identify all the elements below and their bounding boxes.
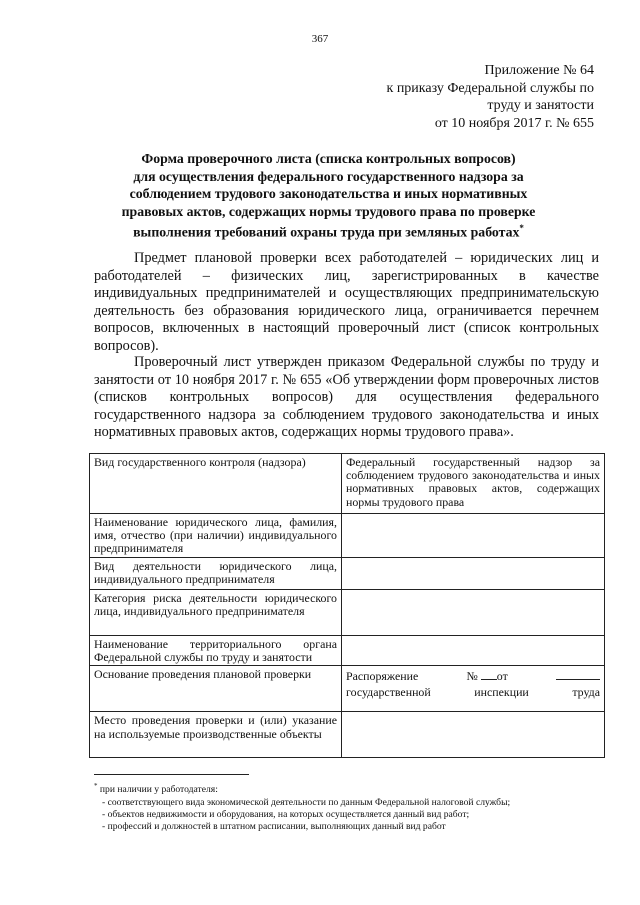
number-sign: № [466,669,478,684]
footnote-intro-text: при наличии у работодателя: [99,784,218,796]
footnotes [94,780,594,834]
order-number [466,668,507,683]
row-value [342,636,605,666]
row-label: Место проведения проверки и (или) указание на используемые производственные объекты [90,712,342,758]
footnote-item: - соответствующего вида экономической деятельности по данным Федеральной налоговой службы; [102,796,511,808]
footnote-item: - профессий и должностей в штатном расписании, выполняющих данный вид работ [102,821,446,833]
row-label: Вид деятельности юридического лица, индивидуального предпринимателя [90,558,342,590]
order-line [346,668,600,683]
table-row [90,454,605,514]
order-text: труда [572,684,600,699]
footnote-divider [94,774,249,775]
table-row [90,712,605,758]
page-number: 367 [311,33,329,45]
row-label: Наименование юридического лица, фамилия, имя, отчество (при наличии) индивидуального предпринимателя [90,514,342,558]
order-from: от [496,669,508,684]
row-value: Федеральный государственный надзор за соблюдением трудового законодательства и иных нормативных правовых актов, содержащих нормы трудового права [342,454,605,514]
title-line: правовых актов, содержащих нормы трудового права по проверке [121,203,536,219]
appendix-header [387,62,594,132]
appendix-line: Приложение № 64 [484,63,594,78]
table-row [90,636,605,666]
appendix-line: труду и занятости [487,98,594,113]
row-label: Вид государственного контроля (надзора) [90,454,342,514]
paragraph-approval: Проверочный лист утвержден приказом Федеральной службы по труду и занятости от 10 ноября 2017 г. № 655 «Об утверждении форм проверочных листов (списков контрольных вопросов) для осуществления федерального государственного надзора за соблюдением трудового законодательства и иных нормативных правовых актов, содержащих нормы трудового права». [94,354,599,441]
row-value-order [342,666,605,712]
row-value [342,712,605,758]
document-title [106,150,551,241]
row-value [342,514,605,558]
number-blank [481,668,497,680]
order-line [346,686,600,699]
order-text: инспекции [474,684,529,699]
footnote-mark: * [519,223,524,233]
title-line [106,220,551,241]
footnote-mark: * [94,782,98,790]
row-value [342,558,605,590]
row-label: Наименование территориального органа Федеральной службы по труду и занятости [90,636,342,666]
title-line: для осуществления федерального государственного надзора за [133,168,524,184]
title-line-text: выполнения требований охраны труда при земляных работах [133,224,520,240]
title-line: соблюдением трудового законодательства и иных нормативных [129,186,528,201]
row-label: Категория риска деятельности юридического лица, индивидуального предпринимателя [90,590,342,636]
table-row [90,514,605,558]
table-row [90,590,605,636]
table-row [90,666,605,712]
inspection-info-table [89,453,605,758]
appendix-line: от 10 ноября 2017 г. № 655 [434,115,594,131]
table-row [90,558,605,590]
appendix-line: к приказу Федеральной службы по [386,80,594,96]
date-blank [556,668,600,680]
row-label: Основание проведения плановой проверки [90,666,342,712]
order-text: государственной [346,684,431,699]
footnote-item: - объектов недвижимости и оборудования, на которых осуществляется данный вид работ; [102,809,470,820]
footnote-intro [94,780,594,797]
row-value [342,590,605,636]
paragraph-scope: Предмет плановой проверки всех работодателей – юридических лиц и работодателей – физических лиц, зарегистрированных в качестве индивидуальных предпринимателей и осуществляющих предпринимательскую деятельность без образования юридического лица, ограничивается перечнем вопросов, включенных в настоящий проверочный лист (список контрольных вопросов). [94,250,599,354]
title-line: Форма проверочного листа (списка контрольных вопросов) [141,151,516,166]
order-word: Распоряжение [346,669,419,684]
